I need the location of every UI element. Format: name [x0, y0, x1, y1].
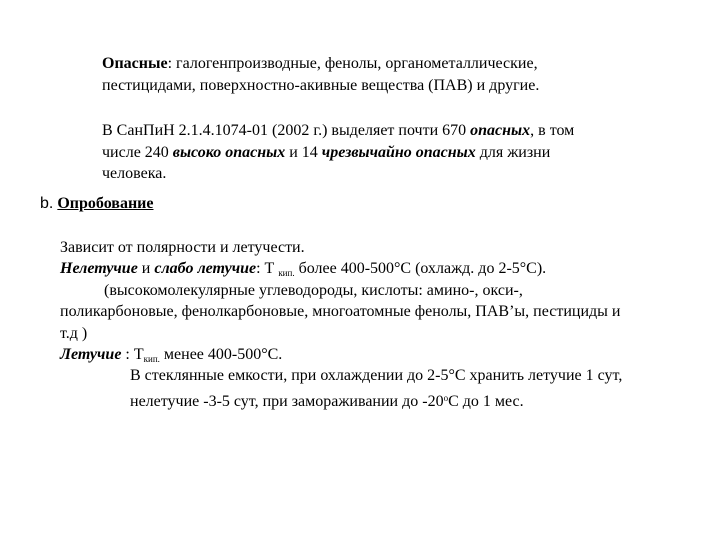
block2-line1 [102, 121, 574, 141]
block4-line8 [130, 388, 524, 412]
block4-text: и [137, 260, 155, 277]
block4-line2 [60, 259, 546, 283]
block1-line2: пестицидами, поверхностно-акивные вещества (ПАВ) и другие. [102, 77, 540, 94]
block4-emphasis: Летучие [60, 346, 122, 363]
block4-text: : Т [121, 346, 144, 363]
section-title: Опробование [57, 195, 154, 212]
block2-emphasis: высоко опасных [172, 144, 286, 161]
block4-line7: В стеклянные емкости, при охлаждении до 2-5°С хранить летучие 1 сут, [130, 367, 623, 384]
block2-text: для жизни [475, 144, 551, 161]
block4-text: менее 400-500°С. [159, 346, 283, 363]
block4-line3: (высокомолекулярные углеводороды, кислоты: амино-, окси-, [104, 282, 523, 299]
subscript: кип. [143, 354, 160, 364]
superscript: о [443, 393, 449, 403]
section-heading [40, 194, 153, 214]
block1-line1 [102, 54, 538, 74]
block4-line1: Зависит от полярности и летучести. [60, 239, 305, 256]
subscript: кип. [278, 268, 295, 278]
block4-emphasis: Нелетучие [60, 260, 138, 277]
block2-text: , в том [530, 122, 575, 139]
list-marker: b. [40, 195, 54, 212]
block2-emphasis: чрезвычайно опасных [321, 144, 476, 161]
block4-text: нелетучие -3-5 сут, при замораживании до -20 [130, 393, 444, 410]
block2-line2 [102, 143, 550, 163]
block1-label: Опасные [102, 55, 168, 72]
block4-emphasis: слабо летучие [154, 260, 257, 277]
block2-text: числе 240 [102, 144, 173, 161]
block4-text: С до 1 мес. [448, 393, 524, 410]
block2-text: и 14 [285, 144, 322, 161]
block4-line5: т.д ) [60, 325, 88, 342]
block4-line4: поликарбоновые, фенолкарбоновые, многоатомные фенолы, ПАВ’ы, пестициды и [60, 303, 621, 320]
block2-emphasis: опасных [470, 122, 531, 139]
block1-line1-text: : галогенпроизводные, фенолы, органометаллические, [167, 55, 538, 72]
block4-text: более 400-500°С (охлажд. до 2-5°С). [294, 260, 547, 277]
block4-text: : Т [256, 260, 279, 277]
block2-line3: человека. [102, 165, 167, 182]
block2-text: В СанПиН 2.1.4.1074-01 (2002 г.) выделяет почти 670 [102, 122, 471, 139]
